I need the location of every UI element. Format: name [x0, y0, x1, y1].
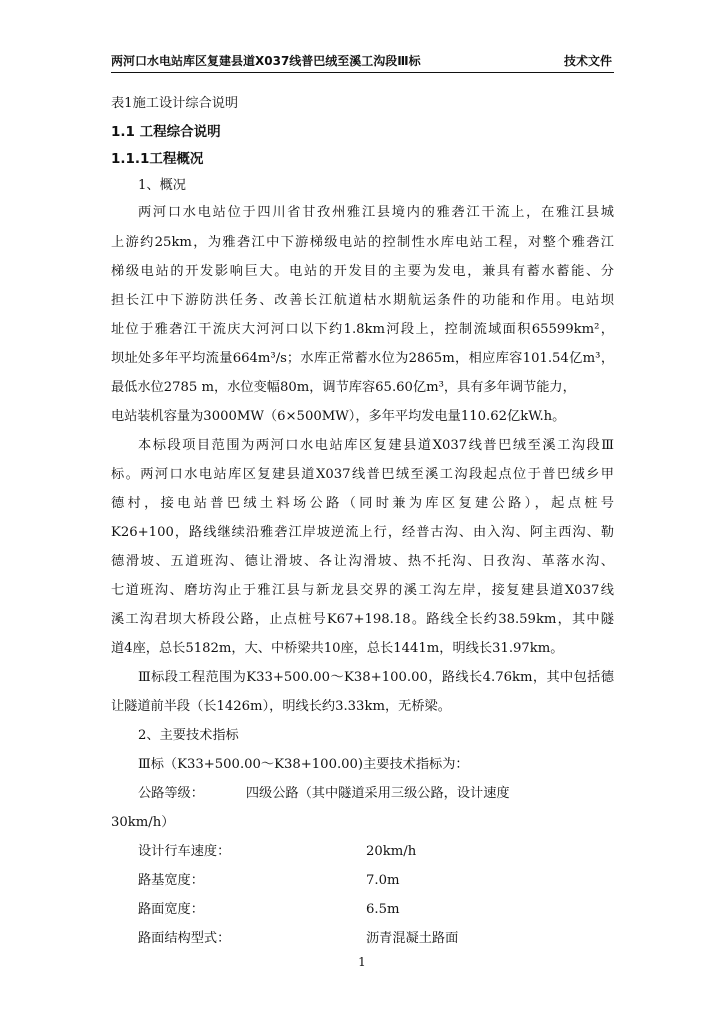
spec-value: 6.5m — [366, 902, 400, 917]
table-caption: 表1施工设计综合说明 — [111, 96, 239, 111]
section-heading: 1.1 工程综合说明 — [111, 124, 221, 140]
paragraph-line: 溪工沟君坝大桥段公路，止点桩号K67+198.18。路线全长约38.59km，其中隧 — [111, 612, 614, 627]
spec-road-grade: 公路等级： 四级公路（其中隧道采用三级公路，设计速度 — [138, 786, 510, 801]
paragraph-line: 梯级电站的开发影响巨大。电站的开发目的主要为发电，兼具有蓄水蓄能、分 — [111, 264, 614, 279]
paragraph-line: 担长江中下游防洪任务、改善长江航道枯水期航运条件的功能和作用。电站坝 — [111, 293, 614, 308]
spec-road-grade-cont: 30km/h） — [111, 815, 175, 830]
item-heading-overview: 1、概况 — [138, 178, 186, 193]
paragraph-line: 电站装机容量为3000MW（6×500MW），多年平均发电量110.62亿kW.h。 — [111, 409, 566, 424]
paragraph-line: 址位于雅砻江干流庆大河河口以下约1.8km河段上，控制流域面积65599km²， — [111, 322, 614, 337]
specs-intro: Ⅲ标（K33+500.00～K38+100.00)主要技术指标为： — [138, 757, 469, 772]
paragraph-line: 道4座，总长5182m，大、中桥梁共10座，总长1441m，明线长31.97km。 — [111, 641, 564, 656]
paragraph-line: K26+100，路线继续沿雅砻江岸坡逆流上行，经普古沟、由入沟、阿主西沟、勒 — [111, 525, 614, 540]
paragraph-line: 两河口水电站位于四川省甘孜州雅江县境内的雅砻江干流上，在雅江县城 — [138, 205, 614, 220]
header-doc-type: 技术文件 — [563, 54, 612, 68]
paragraph-line: 本标段项目范围为两河口水电站库区复建县道X037线普巴绒至溪工沟段Ⅲ — [138, 438, 614, 453]
paragraph-line: 德村，接电站普巴绒土料场公路（同时兼为库区复建公路），起点桩号 — [111, 496, 614, 511]
paragraph-line: 最低水位2785 m，水位变幅80m，调节库容65.60亿m³，具有多年调节能力， — [111, 380, 576, 395]
paragraph-line: 标。两河口水电站库区复建县道X037线普巴绒至溪工沟段起点位于普巴绒乡甲 — [111, 467, 614, 482]
spec-label: 路面宽度： — [138, 902, 204, 917]
paragraph-line: 德滑坡、五道班沟、德让滑坡、各让沟滑坡、热不托沟、日孜沟、革落水沟、 — [111, 554, 614, 569]
page-header — [111, 50, 614, 73]
subsection-heading: 1.1.1工程概况 — [111, 151, 204, 167]
spec-label: 路基宽度： — [138, 873, 204, 888]
paragraph-line: 让隧道前半段（长1426m），明线长约3.33km，无桥梁。 — [111, 699, 451, 714]
item-heading-specs: 2、主要技术指标 — [138, 728, 239, 743]
spec-label: 路面结构型式： — [138, 931, 231, 946]
paragraph-line: 七道班沟、磨坊沟止于雅江县与新龙县交界的溪工沟左岸，接复建县道X037线 — [111, 583, 614, 598]
spec-value: 7.0m — [366, 873, 400, 888]
header-title: 两河口水电站库区复建县道X037线普巴绒至溪工沟段Ⅲ标 — [111, 54, 421, 68]
paragraph-line: 坝址处多年平均流量664m³/s；水库正常蓄水位为2865m，相应库容101.54亿m³， — [111, 351, 614, 366]
spec-value: 沥青混凝土路面 — [366, 931, 459, 946]
paragraph-line: Ⅲ标段工程范围为K33+500.00～K38+100.00，路线长4.76km，其中包括德 — [138, 670, 614, 685]
paragraph-line: 上游约25km，为雅砻江中下游梯级电站的控制性水库电站工程，对整个雅砻江 — [111, 235, 614, 250]
page-number: 1 — [358, 955, 366, 969]
spec-value: 20km/h — [366, 844, 417, 859]
spec-label: 设计行车速度： — [138, 844, 231, 859]
